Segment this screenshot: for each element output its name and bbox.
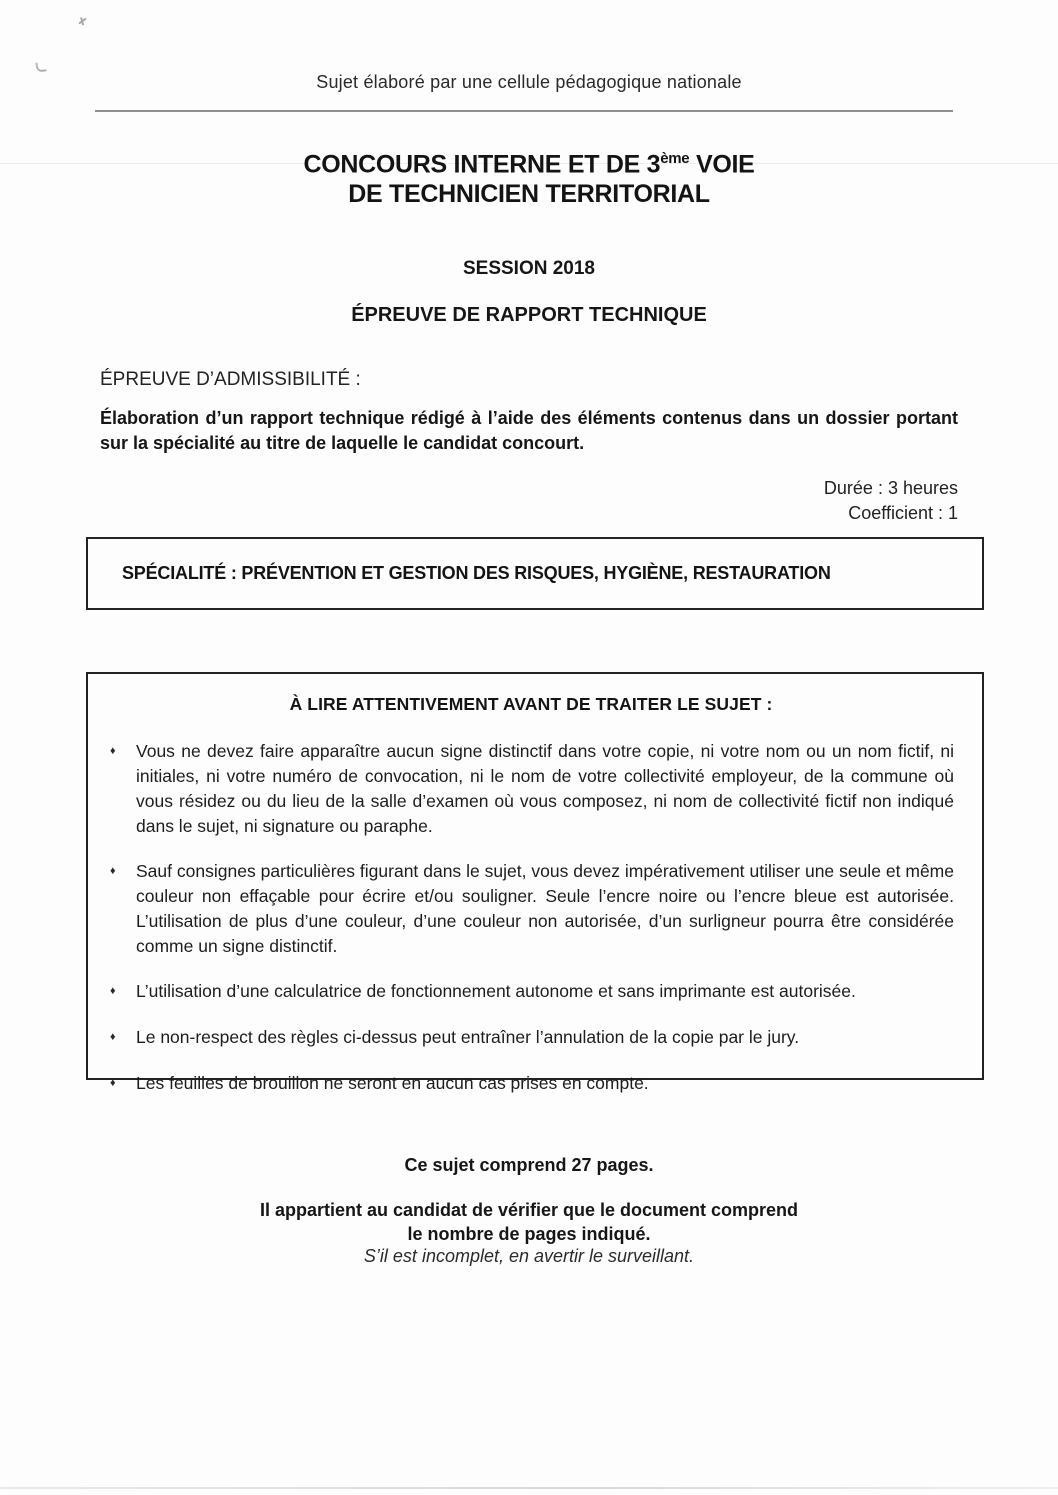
title-text-pre: CONCOURS INTERNE ET DE 3 [303, 150, 661, 179]
epreuve-heading: ÉPREUVE DE RAPPORT TECHNIQUE [351, 304, 707, 326]
verify-note-line1: Il appartient au candidat de vérifier que le document comprend [259, 1200, 799, 1220]
session-heading: SESSION 2018 [462, 258, 596, 279]
title-superscript: ème [660, 150, 690, 167]
instruction-text: Le non-respect des règles ci-dessus peut entraîner l’annulation de la copie par le jury. [136, 1027, 800, 1047]
page-title-line1 [0, 144, 1058, 179]
instruction-item [108, 1025, 954, 1050]
instruction-text: Vous ne devez faire apparaître aucun signe distinctif dans votre copie, ni votre nom ou un nom fictif, ni initiales, ni votre numéro de convocation, ni le nom de votre collectivité employeur, de la commune où vous résidez ou du lieu de la salle d’examen où vous composez, ni nom de collectivité fictif non indiqué dans le sujet, ni signature ou paraphe. [136, 741, 954, 836]
diamond-bullet-icon: ♦ [110, 745, 116, 757]
header-divider [95, 110, 953, 112]
verify-note-line2: le nombre de pages indiqué. [407, 1224, 651, 1244]
exam-description: Élaboration d’un rapport technique rédigé à l’aide des éléments contenus dans un dossier portant sur la spécialité au titre de laquelle le candidat concourt. [100, 408, 958, 453]
page-title [0, 144, 1058, 209]
instruction-text: Sauf consignes particulières figurant dans le sujet, vous devez impérativement utiliser une seule et même couleur non effaçable pour écrire et/ou souligner. Seule l’encre noire ou l’encre bleue est autorisée. L’utilisation de plus d’une couleur, d’une couleur non autorisée, d’un surligneur pourra être considérée comme un signe distinctif. [136, 861, 954, 956]
diamond-bullet-icon: ♦ [110, 865, 116, 877]
instruction-item [108, 859, 954, 959]
instruction-item [108, 979, 954, 1004]
header-note: Sujet élaboré par une cellule pédagogique nationale [316, 72, 742, 92]
diamond-bullet-icon: ♦ [110, 985, 116, 997]
instructions-box [86, 672, 984, 1093]
specialite-box [86, 537, 984, 610]
diamond-bullet-icon: ♦ [110, 1077, 116, 1089]
page-title-line2: DE TECHNICIEN TERRITORIAL [348, 180, 710, 209]
title-text-post: VOIE [689, 150, 755, 179]
admissibilite-label: ÉPREUVE D’ADMISSIBILITÉ : [100, 369, 361, 390]
scan-bottom-edge [0, 1487, 1058, 1489]
duration-line: Durée : 3 heures [823, 478, 958, 498]
specialite-label: SPÉCIALITÉ : PRÉVENTION ET GESTION DES RISQUES, HYGIÈNE, RESTAURATION [122, 563, 831, 583]
instructions-title: À LIRE ATTENTIVEMENT AVANT DE TRAITER LE SUJET : [289, 694, 773, 714]
verify-note [0, 1198, 1058, 1246]
scan-artifact-tick [35, 61, 46, 72]
instruction-item [108, 739, 954, 839]
scan-artifact-mark [78, 18, 87, 25]
duration-block [824, 476, 958, 526]
instruction-item [108, 1071, 954, 1096]
diamond-bullet-icon: ♦ [110, 1031, 116, 1043]
page-count-note: Ce sujet comprend 27 pages. [404, 1155, 654, 1175]
instruction-text: Les feuilles de brouillon ne seront en aucun cas prises en compte. [136, 1073, 649, 1093]
coefficient-line: Coefficient : 1 [848, 503, 958, 523]
instruction-text: L’utilisation d’une calculatrice de fonctionnement autonome et sans imprimante est autorisée. [136, 981, 856, 1001]
incomplete-note: S’il est incomplet, en avertir le surveillant. [363, 1246, 695, 1266]
